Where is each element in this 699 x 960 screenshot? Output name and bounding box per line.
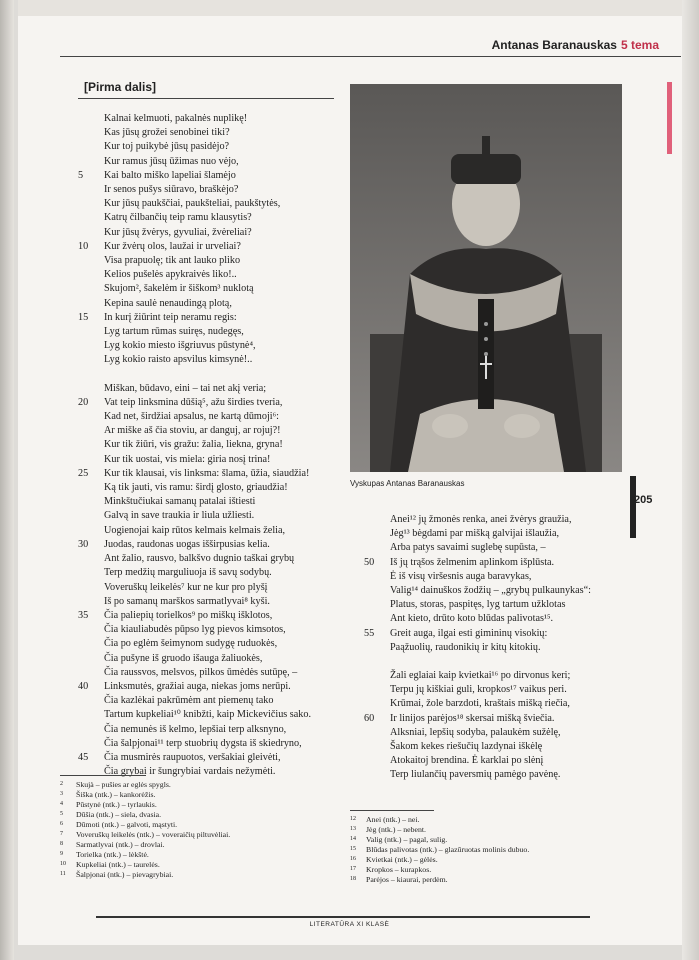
footnote [60, 840, 230, 850]
footnote-rule-right [350, 810, 434, 811]
poem-line [56, 140, 356, 154]
line-text: Visa prapuolę; tik ant lauko pliko [104, 255, 241, 267]
footnote [350, 875, 529, 885]
footnote-number: 10 [60, 861, 66, 867]
poem-line [56, 226, 356, 240]
poem-line [322, 527, 622, 541]
poem-line [322, 641, 622, 655]
line-text: Kur tik uostai, vis miela: giria nosį trina! [104, 453, 271, 465]
poem-line [56, 609, 356, 623]
footnote-text: Dūšia (ntk.) – siela, dvasia. [76, 810, 162, 819]
line-number: 15 [78, 311, 89, 323]
section-title-rule [78, 98, 334, 99]
line-text: Ant žalio, rausvo, balkšvo dugnio taškai grybų [104, 553, 295, 565]
poem-line [322, 726, 622, 740]
line-text: Lyg tartum rūmas suiręs, nudegęs, [104, 326, 244, 338]
line-text: Paąžuolių, raudonikių ir kitų kitokių. [390, 641, 541, 653]
poem-line [56, 737, 356, 751]
line-text: Skujom², šakelėm ir šiškom³ nuklotą [104, 283, 254, 295]
footnote-number: 3 [60, 791, 63, 797]
poem-line [56, 183, 356, 197]
poem-line [56, 765, 356, 779]
footnote-number: 12 [350, 816, 356, 822]
poem-line [322, 697, 622, 711]
line-number: 5 [78, 169, 84, 181]
chapter-tab-marker [667, 82, 672, 154]
poem-line [322, 570, 622, 584]
line-text: Vat teip linksmina dūšią⁵, ažu širdies tveria, [104, 396, 283, 408]
poem-line [322, 612, 622, 626]
line-text: Ė iš visų viršesnis auga baravykas, [390, 570, 532, 582]
footnote-text: Pūstynė (ntk.) – tyrlaukis. [76, 800, 157, 809]
line-text: Jėg¹³ bėgdami par mišką galvijai išlaužia, [390, 528, 560, 540]
poem-line [322, 669, 622, 683]
line-text: Anei¹² jų žmonės renka, anei žvėrys graužia, [390, 514, 572, 525]
line-text: In kurį žiūrint teip neramu regis: [104, 311, 237, 323]
line-text: Kur ramus jūsų ūžimas nuo vėjo, [104, 155, 239, 167]
line-text: Terp medžių marguliuoja iš savų sodybų. [104, 567, 272, 579]
line-number: 30 [78, 538, 89, 550]
portrait-photo [350, 84, 622, 472]
poem-line [322, 768, 622, 782]
poem-column-right [322, 513, 622, 783]
poem-line [56, 566, 356, 580]
poem-line [322, 556, 622, 570]
footnote [60, 870, 230, 880]
footnote-text: Jėg (ntk.) – nebent. [366, 825, 426, 834]
line-text: Čia grybai ir šungrybiai vardais nežymėti. [104, 766, 276, 778]
poem-line [56, 637, 356, 651]
footnote [350, 865, 529, 875]
poem-line [56, 623, 356, 637]
line-text: Kalnai kelmuoti, pakalnės nuplikę! [104, 113, 248, 124]
footnote [350, 845, 529, 855]
footnote [350, 825, 529, 835]
footnote-number: 9 [60, 851, 63, 857]
footnote-number: 6 [60, 821, 63, 827]
footnote-text: Kupkeliai (ntk.) – taurelės. [76, 860, 160, 869]
book-spine [0, 0, 14, 960]
footnote [60, 860, 230, 870]
poem-line [322, 712, 622, 726]
footnote-text: Anei (ntk.) – nei. [366, 815, 420, 824]
poem-line [56, 126, 356, 140]
poem-line [56, 467, 356, 481]
poem-line [56, 438, 356, 452]
poem-line [56, 694, 356, 708]
line-text: Kai balto miško lapeliai šlamėjo [104, 169, 236, 181]
line-text: Greit auga, ilgai esti gimininų visokių: [390, 627, 548, 639]
line-text: Kad net, širdžiai apsalus, ne kartą dūmoji⁶: [104, 411, 279, 423]
line-number: 45 [78, 751, 89, 763]
poem-line [56, 396, 356, 410]
footnote-text: Sarmatlyvai (ntk.) – drovlai. [76, 840, 165, 849]
line-number: 60 [364, 712, 375, 724]
poem-line [322, 513, 622, 527]
poem-line [56, 268, 356, 282]
poem-line [56, 453, 356, 467]
poem-line [56, 282, 356, 296]
line-number: 40 [78, 680, 89, 692]
footnote-number: 17 [350, 866, 356, 872]
poem-line [56, 595, 356, 609]
line-text: Ant kieto, drūto koto blūdas palivotas¹⁵. [390, 613, 554, 625]
footnotes-left [60, 780, 230, 880]
line-text: Kur žvėrų olos, laužai ir urveliai? [104, 240, 241, 252]
line-text: Kas jūsų grožei senobinei tiki? [104, 127, 230, 139]
footnote-number: 2 [60, 781, 63, 787]
poem-line [322, 541, 622, 555]
line-number: 20 [78, 396, 89, 408]
line-text: Ką tik jauti, vis ramu: širdį glosto, griaudžia! [104, 482, 288, 494]
poem-line [56, 169, 356, 183]
photo-caption: Vyskupas Antanas Baranauskas [350, 479, 465, 488]
footnote-number: 16 [350, 856, 356, 862]
footnote [350, 835, 529, 845]
line-text: Miškan, būdavo, eini – tai net akį veria; [104, 382, 267, 394]
poem-line [322, 598, 622, 612]
page-footer: LITERATŪRA XI KLASĖ [309, 921, 390, 928]
footnote-text: Voveruškų leikelės (ntk.) – voveraičių piltuvėliai. [76, 830, 231, 839]
line-text: Kur tik žiūri, vis gražu: žalia, liekna, gryna! [104, 439, 283, 451]
line-text: Kur jūsų paukščiai, paukšteliai, paukštytės, [104, 198, 281, 210]
poem-line [56, 325, 356, 339]
running-header [492, 38, 659, 52]
poem-line [56, 112, 356, 126]
poem-line [56, 297, 356, 311]
line-text: Linksmutės, gražiai auga, niekas joms nerūpi. [104, 680, 291, 692]
line-text: Terpu jų kiškiai guli, kropkos¹⁷ vaikus peri. [390, 684, 567, 696]
footnote [60, 800, 230, 810]
section-title: [Pirma dalis] [84, 80, 157, 94]
line-text: Čia paliepių torielkos⁹ po miškų išklotos, [104, 609, 273, 621]
line-text: Ir linijos parėjos¹⁸ skersai mišką šviečia. [390, 712, 555, 724]
line-text: Žali eglaiai kaip kvietkai¹⁶ po dirvonus keri; [390, 670, 571, 682]
footnote-number: 5 [60, 811, 63, 817]
line-number: 25 [78, 467, 89, 479]
footnote-text: Kvietkai (ntk.) – gėlės. [366, 855, 438, 864]
poem-line [322, 683, 622, 697]
line-text: Tartum kupkeliai¹⁰ knibžti, kaip Mickevičius sako. [104, 709, 312, 721]
line-text: Čia šalpjonai¹¹ terp stuobrių dygsta iš skiedryno, [104, 737, 302, 749]
line-text: Čia pušyne iš gruodo išauga žaliuokės, [104, 652, 263, 664]
footnote-number: 13 [350, 826, 356, 832]
poem-line [56, 311, 356, 325]
poem-line [56, 254, 356, 268]
poem-line [56, 524, 356, 538]
footnote-number: 8 [60, 841, 63, 847]
line-text: Čia musmirės raupuotos, veršakiai gleivėti, [104, 751, 281, 763]
line-text: Atokaitoj brendina. Ė karklai po slėnį [390, 755, 544, 767]
line-number: 55 [364, 627, 375, 639]
footnote-text: Dūmoti (ntk.) – galvoti, mąstyti. [76, 820, 178, 829]
poem-line [56, 581, 356, 595]
line-text: Čia nemunės iš kelmo, lepšiai terp alksnyno, [104, 723, 287, 735]
page-number-bar [630, 476, 636, 538]
poem-line [56, 552, 356, 566]
footnote [60, 780, 230, 790]
footnote-number: 4 [60, 801, 63, 807]
poem-line [56, 424, 356, 438]
poem-line [322, 627, 622, 641]
line-text: Lyg kokio raisto apsvilus kimsynė!.. [104, 354, 253, 366]
line-text: Lyg kokio miesto išgriuvus pūstynė⁴, [104, 340, 256, 352]
poem-line [56, 751, 356, 765]
footnote-text: Valig (ntk.) – pagal, sulig. [366, 835, 448, 844]
footnote-text: Torielka (ntk.) – lėkštė. [76, 850, 149, 859]
header-topic: 5 tema [620, 38, 659, 52]
page-right-edge [682, 0, 699, 960]
line-text: Katrų čilbančių teip ramu klausytis? [104, 212, 252, 224]
footnote-text: Kropkos – kurapkos. [366, 865, 432, 874]
footnote-text: Šalpjonai (ntk.) – pievagrybiai. [76, 870, 174, 879]
poem-line [56, 197, 356, 211]
poem-line [56, 495, 356, 509]
poem-line [56, 652, 356, 666]
poem-line [56, 509, 356, 523]
footnote-number: 7 [60, 831, 63, 837]
footnote [60, 820, 230, 830]
line-text: Ir senos pušys siūravo, braškėjo? [104, 184, 239, 196]
line-text: Arba patys savaimi suglebę supūsta, – [390, 542, 546, 554]
line-text: Kur tik klausai, vis linksma: šlama, ūžia, siaudžia! [104, 467, 310, 479]
page-top-edge [18, 0, 682, 16]
stanza-3 [322, 513, 622, 655]
header-author: Antanas Baranauskas [491, 38, 617, 52]
footnote [60, 790, 230, 800]
footnote-number: 11 [60, 871, 66, 877]
line-text: Čia po eglėm šeimynom sudygę ruduokės, [104, 638, 278, 650]
line-text: Šakom kekes riešučių lazdynai iškėlę [390, 741, 543, 753]
poem-line [56, 538, 356, 552]
line-text: Čia raussvos, melsvos, pilkos ūmėdės sutūpę, – [104, 666, 298, 678]
line-text: Kur jūsų žvėrys, gyvuliai, žvėreliai? [104, 226, 252, 238]
footnote [350, 855, 529, 865]
footnote-text: Blūdas palivotas (ntk.) – glazūruotas molinis dubuo. [366, 845, 530, 854]
line-text: Alksniai, lepšių sodyba, palaukėm sužėlę, [390, 726, 561, 738]
line-text: Minkštučiukai samanų patalai ištiesti [104, 496, 256, 508]
poem-line [56, 723, 356, 737]
poem-line [322, 740, 622, 754]
line-text: Kelios pušelės apykraivės liko!.. [104, 269, 237, 281]
line-text: Voveruškų leikelės⁷ kur ne kur pro plyšį [104, 581, 268, 593]
stanza-4 [322, 669, 622, 783]
line-text: Kur toj puikybė jūsų pasidėjo? [104, 141, 230, 153]
footnote-number: 15 [350, 846, 356, 852]
footnote-number: 18 [350, 876, 356, 882]
line-text: Čia kiauliabudės pūpso lyg pievos kimsotos, [104, 624, 286, 636]
line-text: Valig¹⁴ dainuškos žodžių – „grybų pulkaunykas“: [390, 585, 591, 597]
poem-line [56, 211, 356, 225]
poem-line [322, 754, 622, 768]
poem-column-left [56, 112, 356, 779]
line-text: Uogienojai kaip rūtos kelmais kelmais želia, [104, 524, 286, 536]
line-number: 50 [364, 556, 375, 568]
stanza-2 [56, 382, 356, 780]
line-number: 10 [78, 240, 89, 252]
footnote [60, 810, 230, 820]
poem-line [56, 240, 356, 254]
bishop-portrait-image [350, 84, 622, 472]
poem-line [56, 353, 356, 367]
poem-line [56, 680, 356, 694]
poem-line [56, 382, 356, 396]
footnote-rule-left [60, 775, 146, 776]
footnote-text: Šiška (ntk.) – kankorėžis. [76, 790, 156, 799]
footnote [60, 830, 230, 840]
line-text: Galvą in save traukia ir liula užliesti. [104, 510, 255, 522]
line-text: Iš jų trąšos želmenim aplinkom išplūsta. [390, 556, 555, 568]
poem-line [56, 666, 356, 680]
line-text: Juodas, raudonas uogas išširpusias kelia. [104, 538, 270, 550]
line-text: Čia kazlėkai pakrūmėm ant piemenų tako [104, 695, 274, 707]
poem-line [56, 410, 356, 424]
poem-line [56, 339, 356, 353]
stanza-1 [56, 112, 356, 368]
line-number: 35 [78, 609, 89, 621]
footnotes-right [350, 815, 529, 885]
line-text: Platus, storas, paspitęs, lyg tartum užklotas [390, 599, 566, 611]
line-text: Iš po samanų marškos sarmatlyvai⁸ kyši. [104, 595, 270, 607]
line-text: Krūmai, žole barzdoti, kraštais mišką riečia, [390, 698, 570, 710]
footnote [350, 815, 529, 825]
footnote-number: 14 [350, 836, 356, 842]
footnote-text: Parėjos – kiaurai, perdėm. [366, 875, 448, 884]
poem-line [322, 584, 622, 598]
footnote-text: Skujà – pušies ar eglės spygls. [76, 780, 171, 789]
header-rule [60, 56, 681, 57]
footnote [60, 850, 230, 860]
footer-rule [96, 916, 590, 918]
poem-line [56, 708, 356, 722]
line-text: Kepina saulė nenaudingą plotą, [104, 297, 232, 309]
poem-line [56, 481, 356, 495]
line-text: Ar miške aš čia stoviu, ar danguj, ar rojuj?! [104, 425, 281, 437]
line-text: Terp liulančių paversmių pamėgo pavėnę. [390, 769, 561, 781]
page-number: 205 [634, 494, 653, 506]
poem-line [56, 155, 356, 169]
